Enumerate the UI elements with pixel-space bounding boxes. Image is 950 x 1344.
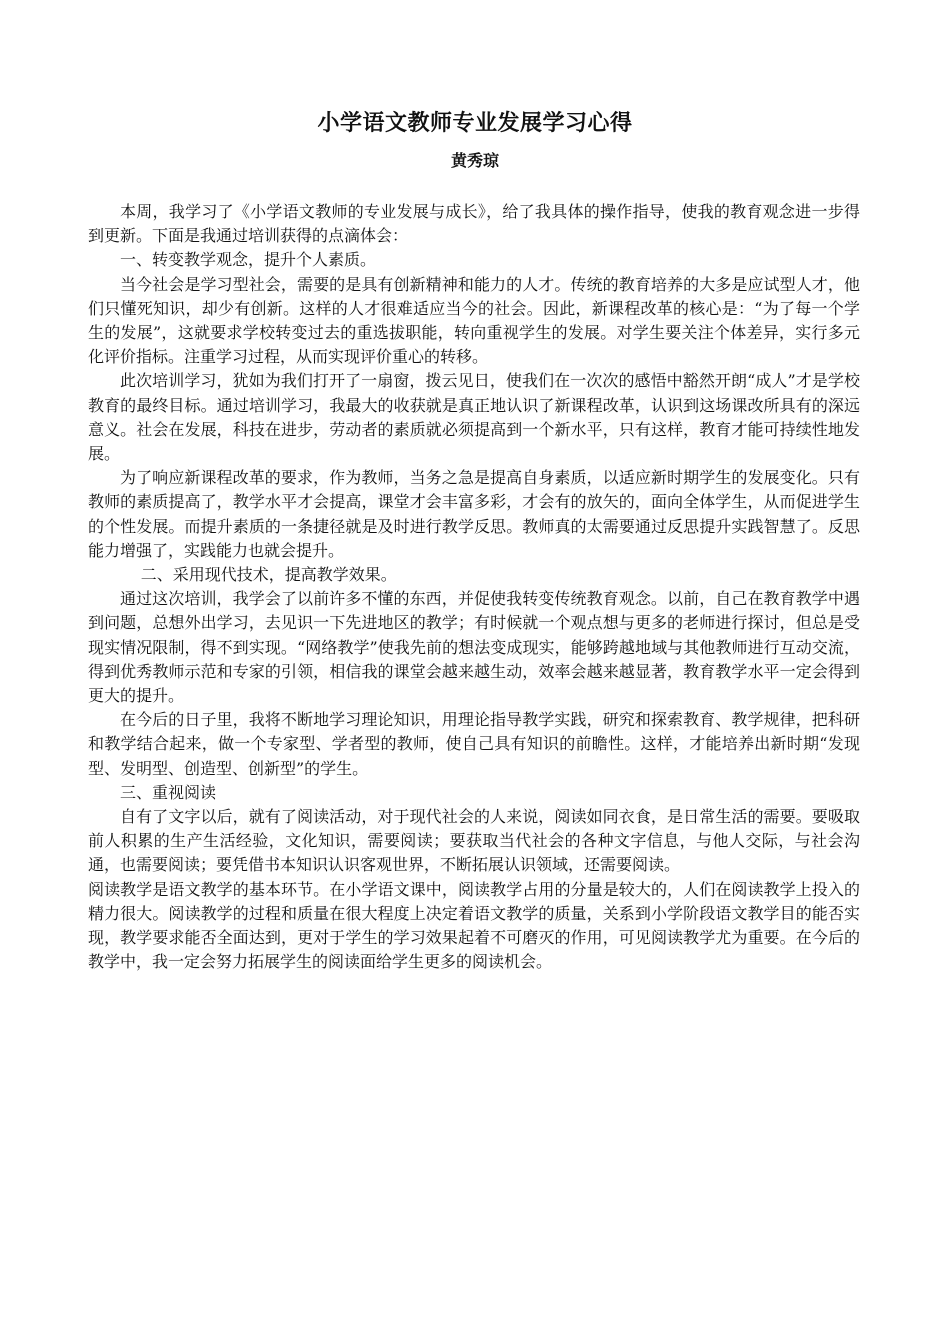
paragraph: 阅读教学是语文教学的基本环节。在小学语文课中，阅读教学占用的分量是较大的，人们在阅读教学上投入的精力很大。阅读教学的过程和质量在很大程度上决定着语文教学的质量，关系到小学阶段语文教学目的能否实现，教学要求能否全面达到，更对于学生的学习效果起着不可磨灭的作用，可见阅读教学尤为重要。在今后的教学中，我一定会努力拓展学生的阅读面给学生更多的阅读机会。 xyxy=(88,879,860,972)
section-heading-3: 三、重视阅读 xyxy=(120,782,217,802)
paragraph: 为了响应新课程改革的要求，作为教师，当务之急是提高自身素质，以适应新时期学生的发展变化。只有教师的素质提高了，教学水平才会提高，课堂才会丰富多彩，才会有的放矢的，面向全体学生，从而促进学生的个性发展。而提升素质的一条捷径就是及时进行教学反思。教师真的太需要通过反思提升实践智慧了。反思能力增强了，实践能力也就会提升。 xyxy=(88,468,860,560)
document-author: 黄秀琼 xyxy=(450,151,499,170)
document-body xyxy=(88,200,860,975)
paragraph: 此次培训学习，犹如为我们打开了一扇窗，拨云见日，使我们在一次次的感悟中豁然开朗“成人”才是学校教育的最终目标。通过培训学习，我最大的收获就是真正地认识了新课程改革，认识到这场课改所具有的深远意义。社会在发展，科技在进步，劳动者的素质就必须提高到一个新水平，只有这样，教育才能可持续性地发展。 xyxy=(88,371,860,464)
paragraph: 自有了文字以后，就有了阅读活动，对于现代社会的人来说，阅读如同衣食，是日常生活的需要。要吸取前人积累的生产生活经验，文化知识，需要阅读；要获取当代社会的各种文字信息，与他人交际，与社会沟通，也需要阅读；要凭借书本知识认识客观世界，不断拓展认识领域，还需要阅读。 xyxy=(88,807,860,875)
paragraph: 在今后的日子里，我将不断地学习理论知识，用理论指导教学实践，研究和探索教育、教学规律，把科研和教学结合起来，做一个专家型、学者型的教师，使自己具有知识的前瞻性。这样，才能培养出新时期“发现型、发明型、创造型、创新型”的学生。 xyxy=(88,710,860,778)
paragraph-intro: 本周，我学习了《小学语文教师的专业发展与成长》，给了我具体的操作指导，使我的教育观念进一步得到更新。下面是我通过培训获得的点滴体会： xyxy=(88,202,860,246)
paragraph: 当今社会是学习型社会，需要的是具有创新精神和能力的人才。传统的教育培养的大多是应试型人才，他们只懂死知识，却少有创新。这样的人才很难适应当今的社会。因此，新课程改革的核心是：“为了每一个学生的发展”，这就要求学校转变过去的重选拔职能，转向重视学生的发展。对学生要关注个体差异，实行多元化评价指标。注重学习过程，从而实现评价重心的转移。 xyxy=(88,274,860,367)
section-heading-2: 二、采用现代技术，提高教学效果。 xyxy=(140,565,397,585)
document-title: 小学语文教师专业发展学习心得 xyxy=(317,110,633,136)
paragraph: 通过这次培训，我学会了以前许多不懂的东西，并促使我转变传统教育观念。以前，自己在教育教学中遇到问题，总想外出学习，去见识一下先进地区的教学；有时候就一个观点想与更多的老师进行探讨，但总是受现实情况限制，得不到实现。“网络教学”使我先前的想法变成现实，能够跨越地域与其他教师进行互动交流，得到优秀教师示范和专家的引领，相信我的课堂会越来越生动，效率会越来越显著，教育教学水平一定会得到更大的提升。 xyxy=(88,589,860,706)
section-heading-1: 一、转变教学观念，提升个人素质。 xyxy=(120,250,377,270)
